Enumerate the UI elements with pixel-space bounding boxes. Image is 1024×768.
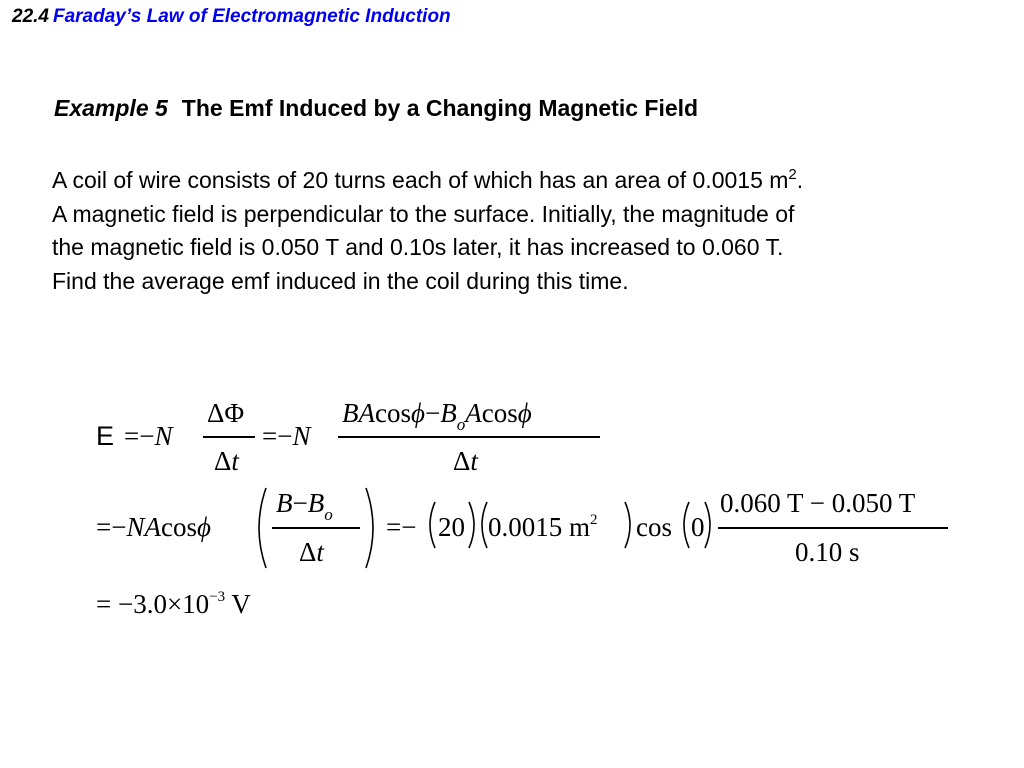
problem-line-1: A coil of wire consists of 20 turns each of which has an area of 0.0015 $m^2$.	[52, 166, 804, 193]
problem-line-4: Find the average emf induced in the coil during this time.	[52, 267, 629, 294]
eq-row2-mid: =−	[386, 512, 417, 542]
frac3-line	[272, 527, 360, 529]
frac1-line	[203, 436, 255, 438]
left-paren-large	[250, 486, 270, 570]
right-paren-large	[362, 486, 382, 570]
frac3-denominator: Δt	[299, 537, 324, 567]
frac4-line	[718, 527, 948, 529]
example-title: The Emf Induced by a Changing Magnetic Field	[181, 95, 699, 121]
paren-area-close	[622, 500, 636, 550]
section-title: Faraday’s Law of Electromagnetic Induction	[52, 6, 451, 27]
eq-row1-mid: =−N	[262, 421, 311, 451]
frac2-line	[338, 436, 600, 438]
frac1-denominator: Δt	[214, 446, 239, 476]
frac2-denominator: Δt	[453, 446, 478, 476]
section-number: 22.4	[12, 6, 49, 27]
frac4-denominator: 0.10 s	[795, 537, 860, 567]
cos-term: cos	[636, 512, 672, 542]
frac1-numerator: ΔΦ	[207, 398, 245, 428]
result: = $-3.0\times 10^{-3}$ V	[96, 589, 251, 619]
paren-20-open	[424, 500, 438, 550]
emf-symbol: E	[96, 421, 115, 451]
paren-zero-close	[702, 500, 716, 550]
frac3-numerator: $B-B_o$	[276, 488, 333, 524]
angle-zero: 0	[691, 512, 705, 542]
eq-row2-lhs: =−NAcosϕ	[96, 512, 211, 542]
area-value: 0.0015 $m^2$	[488, 512, 598, 542]
problem-line-2: A magnetic field is perpendicular to the surface. Initially, the magnitude of	[52, 200, 795, 227]
example-label: Example 5	[54, 95, 168, 121]
turns-value: 20	[438, 512, 465, 542]
frac4-numerator: 0.060 T − 0.050 T	[720, 488, 916, 518]
paren-zero-open	[678, 500, 692, 550]
eq-row1-lhs: =−N	[124, 421, 173, 451]
problem-line-3: the magnetic field is 0.050 T and 0.10s later, it has increased to 0.060 T.	[52, 234, 784, 260]
frac2-numerator: $BAcos\phi-B_oAcos\phi$	[342, 398, 532, 434]
